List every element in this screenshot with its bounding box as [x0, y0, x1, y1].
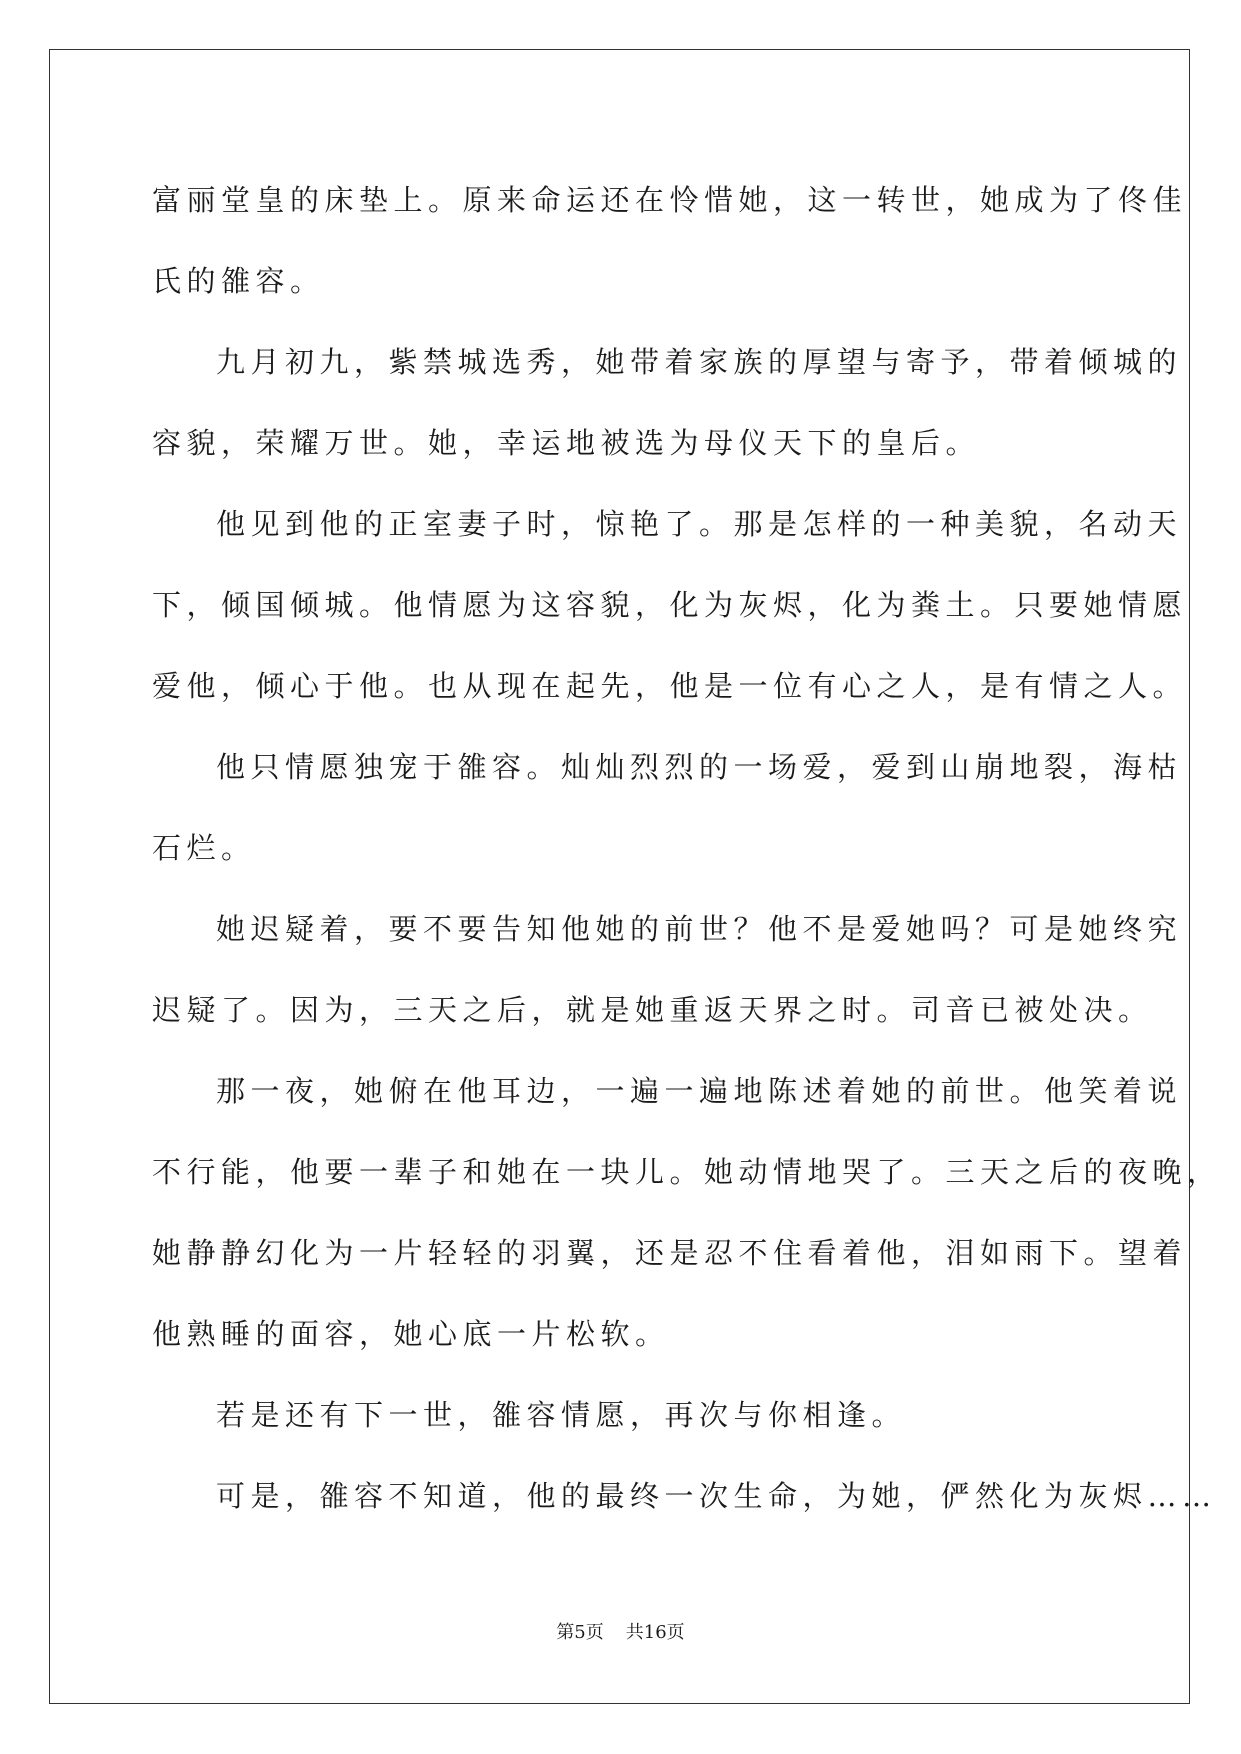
text-line: 下，倾国倾城。他情愿为这容貌，化为灰烬，化为粪土。只要她情愿 — [152, 588, 1188, 622]
document-body — [152, 160, 1222, 1537]
text-line: 那一夜，她俯在他耳边，一遍一遍地陈述着她的前世。他笑着说 — [216, 1074, 1183, 1108]
text-line: 富丽堂皇的床垫上。原来命运还在怜惜她，这一转世，她成为了佟佳 — [152, 183, 1188, 217]
page-footer — [0, 1618, 1241, 1644]
page-total: 共16页 — [625, 1622, 685, 1643]
text-line: 若是还有下一世，雒容情愿，再次与你相逢。 — [216, 1398, 907, 1432]
text-line: 他熟睡的面容，她心底一片松软。 — [152, 1317, 670, 1351]
text-line: 爱他，倾心于他。也从现在起先，他是一位有心之人，是有情之人。 — [152, 669, 1188, 703]
text-line: 九月初九，紫禁城选秀，她带着家族的厚望与寄予，带着倾城的 — [216, 345, 1183, 379]
text-line: 不行能，他要一辈子和她在一块儿。她动情地哭了。三天之后的夜晚， — [152, 1155, 1222, 1189]
page-number: 第5页 — [556, 1622, 604, 1643]
text-line: 迟疑了。因为，三天之后，就是她重返天界之时。司音已被处决。 — [152, 993, 1153, 1027]
text-line: 他见到他的正室妻子时，惊艳了。那是怎样的一种美貌，名动天 — [216, 507, 1183, 541]
text-line: 他只情愿独宠于雒容。灿灿烈烈的一场爱，爱到山崩地裂，海枯 — [216, 750, 1183, 784]
text-line: 石烂。 — [152, 831, 256, 865]
text-line: 她静静幻化为一片轻轻的羽翼，还是忍不住看着他，泪如雨下。望着 — [152, 1236, 1188, 1270]
text-line: 氏的雒容。 — [152, 264, 325, 298]
text-line: 容貌，荣耀万世。她，幸运地被选为母仪天下的皇后。 — [152, 426, 981, 460]
text-line: 可是，雒容不知道，他的最终一次生命，为她，俨然化为灰烬…… — [216, 1479, 1217, 1513]
text-line: 她迟疑着，要不要告知他她的前世？他不是爱她吗？可是她终究 — [216, 912, 1183, 946]
